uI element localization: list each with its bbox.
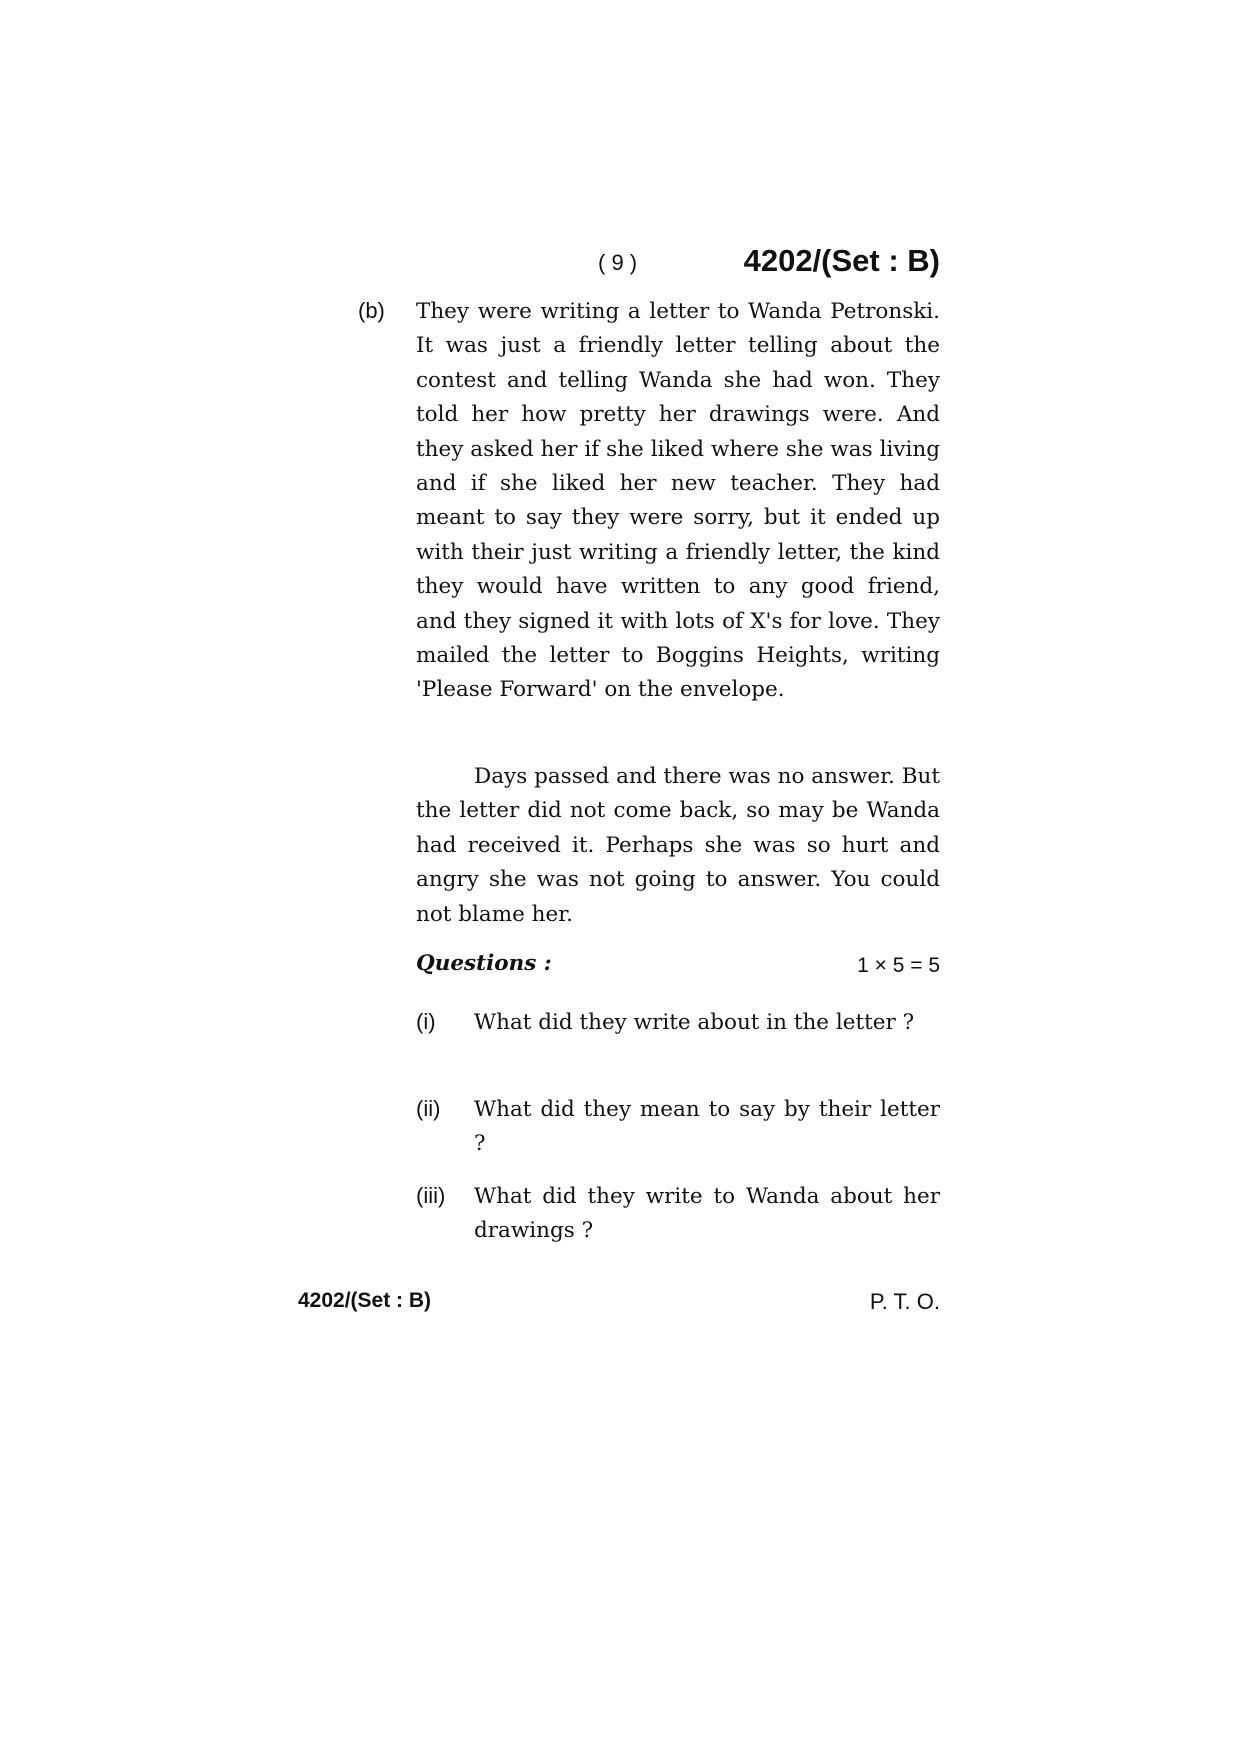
section-label: (b) xyxy=(358,298,385,323)
question-number: (i) xyxy=(416,1009,436,1034)
questions-heading: Questions : xyxy=(416,951,552,976)
please-turn-over: P. T. O. xyxy=(869,1289,940,1314)
passage-paragraph-2: Days passed and there was no answer. But the letter did not come back, so may be Wanda had received it. Perhaps she was so hurt and angry she was not going to answer. You could not blame her. xyxy=(416,764,940,927)
marks-allocation: 1 × 5 = 5 xyxy=(857,954,940,977)
question-number: (ii) xyxy=(416,1096,441,1121)
paper-code-header: 4202/(Set : B) xyxy=(743,243,940,278)
question-text: What did they mean to say by their letter ? xyxy=(474,1097,940,1157)
page-number: ( 9 ) xyxy=(598,250,638,275)
question-text: What did they write to Wanda about her drawings ? xyxy=(474,1184,940,1244)
passage-paragraph-1: They were writing a letter to Wanda Petronski. It was just a friendly letter telling about the contest and telling Wanda she had won. They told her how pretty her drawings were. And they asked her if she liked where she was living and if she liked her new teacher. They had meant to say they were sorry, but it ended up with their just writing a friendly letter, the kind they would have written to any good friend, and they signed it with lots of X's for love. They mailed the letter to Boggins Heights, writing 'Please Forward' on the envelope. xyxy=(416,299,940,703)
question-number: (iii) xyxy=(416,1183,446,1208)
paper-code-footer: 4202/(Set : B) xyxy=(298,1289,432,1312)
question-text: What did they write about in the letter ? xyxy=(474,1010,915,1035)
